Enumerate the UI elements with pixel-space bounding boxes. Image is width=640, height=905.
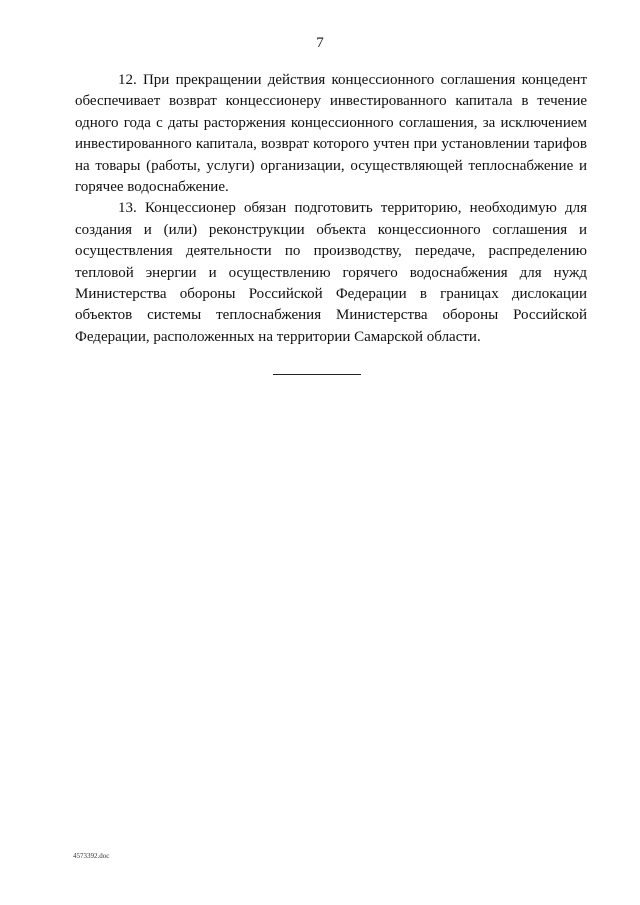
separator-line: [273, 374, 361, 375]
page-number: 7: [316, 35, 324, 51]
paragraph-13: 13. Концессионер обязан подготовить территорию, необходимую для создания и (или) реконструкции объекта концессионного соглашения и осуществления деятельности по производству, передаче, распределению тепловой энергии и осуществлению горячего водоснабжения для нужд Министерства обороны Российской Федерации в границах дислокации объектов системы теплоснабжения Министерства обороны Российской Федерации, расположенных на территории Самарской области.: [75, 200, 587, 345]
paragraph-12: 12. При прекращении действия концессионного соглашения концедент обеспечивает возврат концессионеру инвестированного капитала в течение одного года с даты расторжения концессионного соглашения, за исключением инвестированного капитала, возврат которого учтен при установлении тарифов на товары (работы, услуги) организации, осуществляющей теплоснабжение и горячее водоснабжение.: [75, 72, 587, 196]
document-id: 4573392.doc: [73, 852, 110, 860]
document-body: [75, 70, 587, 348]
